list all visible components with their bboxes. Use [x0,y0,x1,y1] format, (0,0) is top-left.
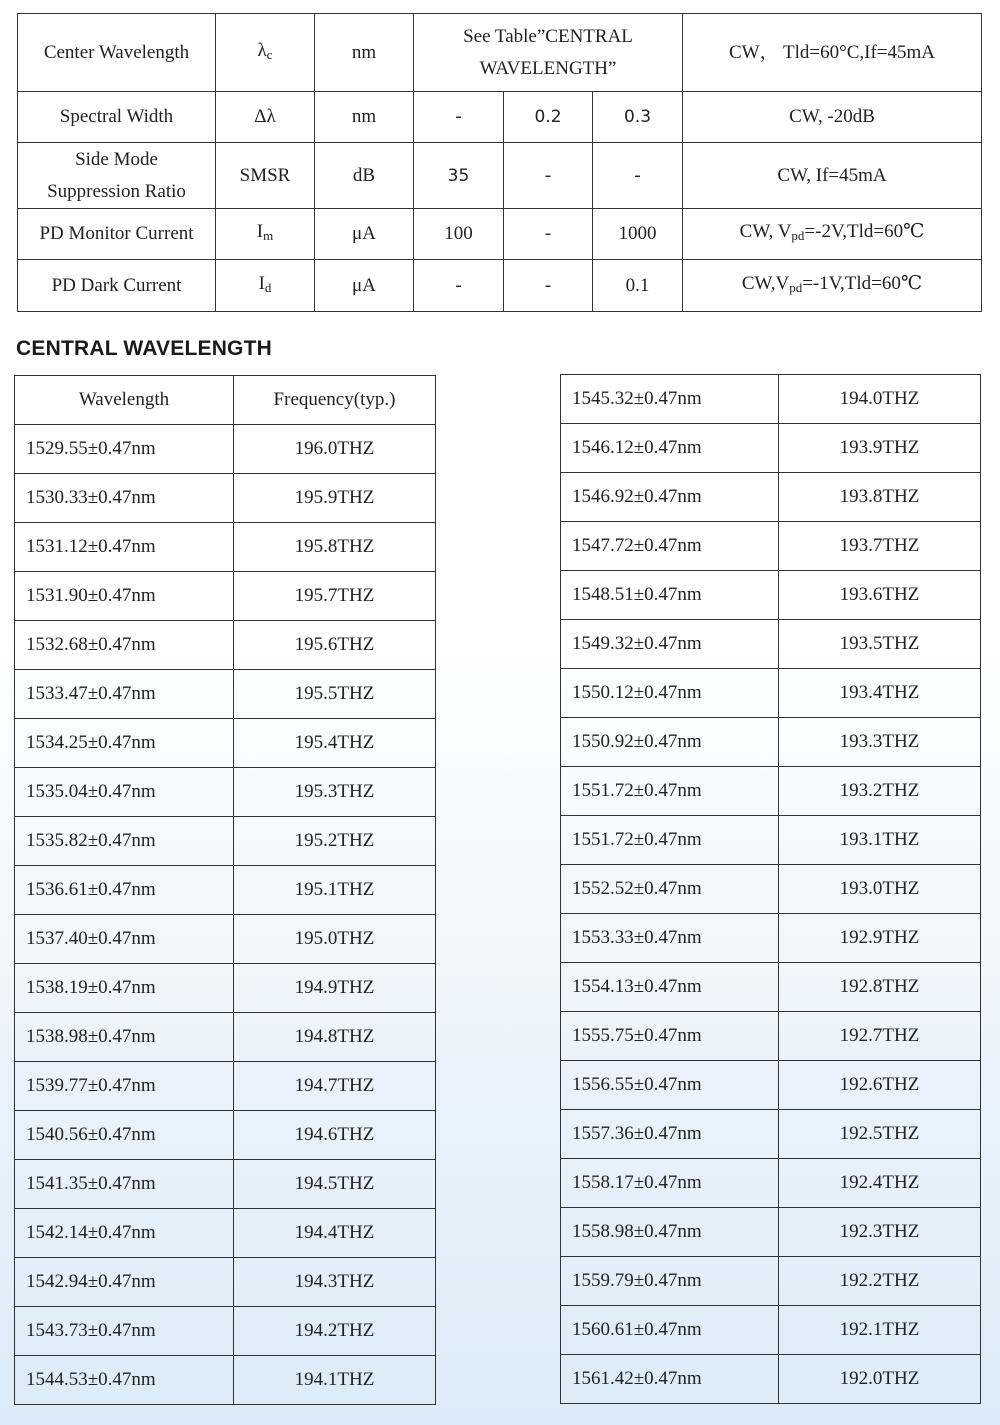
frequency-cell: 193.6THZ [779,571,981,620]
spec-symbol: Δλ [216,92,315,143]
frequency-cell: 192.3THZ [779,1208,981,1257]
wavelength-cell: 1548.51±0.47nm [561,571,779,620]
table-header-row [15,376,436,425]
frequency-cell: 195.7THZ [234,572,436,621]
frequency-cell: 195.6THZ [234,621,436,670]
wavelength-cell: 1531.90±0.47nm [15,572,234,621]
wavelength-cell: 1549.32±0.47nm [561,620,779,669]
table-row [561,669,981,718]
wavelength-cell: 1537.40±0.47nm [15,915,234,964]
table-row [561,1159,981,1208]
table-row [561,1257,981,1306]
wavelength-cell: 1550.92±0.47nm [561,718,779,767]
spec-condition: CW， Tld=60°C,If=45mA [683,14,982,92]
table-row [15,1356,436,1405]
spec-row-pd-dark-current [18,260,982,312]
wavelength-cell: 1532.68±0.47nm [15,621,234,670]
frequency-cell: 195.5THZ [234,670,436,719]
frequency-cell: 195.0THZ [234,915,436,964]
table-row [561,522,981,571]
wavelength-cell: 1536.61±0.47nm [15,866,234,915]
table-row [561,473,981,522]
wavelength-cell: 1530.33±0.47nm [15,474,234,523]
wavelength-cell: 1531.12±0.47nm [15,523,234,572]
wavelength-cell: 1533.47±0.47nm [15,670,234,719]
spec-symbol: SMSR [216,143,315,209]
spec-typ: 0.2 [504,92,593,143]
spec-row-pd-monitor-current [18,209,982,260]
wavelength-cell: 1556.55±0.47nm [561,1061,779,1110]
spec-max: - [593,143,683,209]
wavelength-cell: 1552.52±0.47nm [561,865,779,914]
table-row [15,523,436,572]
table-row [15,1111,436,1160]
frequency-cell: 193.2THZ [779,767,981,816]
wavelength-cell: 1540.56±0.47nm [15,1111,234,1160]
frequency-cell: 194.8THZ [234,1013,436,1062]
wavelength-cell: 1539.77±0.47nm [15,1062,234,1111]
table-row [15,1160,436,1209]
spec-typ: - [504,260,593,312]
table-row [561,718,981,767]
spec-param: PD Monitor Current [18,209,216,260]
spec-unit: nm [315,92,414,143]
section-title: CENTRAL WAVELENGTH [16,337,272,360]
frequency-cell: 192.2THZ [779,1257,981,1306]
wavelength-cell: 1535.82±0.47nm [15,817,234,866]
wavelength-cell: 1558.17±0.47nm [561,1159,779,1208]
header-frequency: Frequency(typ.) [234,376,436,425]
spec-param-line: Suppression Ratio [47,180,186,202]
wavelength-cell: 1555.75±0.47nm [561,1012,779,1061]
table-row [561,1012,981,1061]
wavelength-table-left [14,375,436,1405]
spec-unit: dB [315,143,414,209]
spec-typ: - [504,209,593,260]
spec-condition: CW, If=45mA [683,143,982,209]
frequency-cell: 194.5THZ [234,1160,436,1209]
wavelength-cell: 1559.79±0.47nm [561,1257,779,1306]
wavelength-cell: 1558.98±0.47nm [561,1208,779,1257]
wavelength-cell: 1561.42±0.47nm [561,1355,779,1404]
spec-param: Spectral Width [18,92,216,143]
wavelength-cell: 1553.33±0.47nm [561,914,779,963]
wavelength-table-right [560,374,981,1404]
frequency-cell: 192.6THZ [779,1061,981,1110]
frequency-cell: 193.8THZ [779,473,981,522]
frequency-cell: 192.9THZ [779,914,981,963]
table-row [15,474,436,523]
wavelength-cell: 1534.25±0.47nm [15,719,234,768]
table-row [561,424,981,473]
wavelength-cell: 1554.13±0.47nm [561,963,779,1012]
table-row [561,865,981,914]
table-row [561,620,981,669]
table-row [15,817,436,866]
table-row [15,964,436,1013]
table-row [561,1110,981,1159]
frequency-cell: 194.6THZ [234,1111,436,1160]
spec-unit: nm [315,14,414,92]
frequency-cell: 194.9THZ [234,964,436,1013]
wavelength-cell: 1546.12±0.47nm [561,424,779,473]
frequency-cell: 192.1THZ [779,1306,981,1355]
table-row [15,915,436,964]
header-wavelength: Wavelength [15,376,234,425]
frequency-cell: 193.1THZ [779,816,981,865]
frequency-cell: 195.1THZ [234,866,436,915]
wavelength-cell: 1538.19±0.47nm [15,964,234,1013]
table-row [561,816,981,865]
wavelength-cell: 1560.61±0.47nm [561,1306,779,1355]
spec-typ: - [504,143,593,209]
frequency-cell: 194.4THZ [234,1209,436,1258]
table-row [561,375,981,424]
table-row [15,572,436,621]
frequency-cell: 195.2THZ [234,817,436,866]
table-row [561,767,981,816]
spec-param [18,143,216,209]
spec-row-center-wavelength [18,14,982,92]
spec-symbol: $\lambda_c$ [216,14,315,92]
frequency-cell: 193.4THZ [779,669,981,718]
frequency-cell: 193.9THZ [779,424,981,473]
spec-param: Center Wavelength [18,14,216,92]
table-row [15,1013,436,1062]
frequency-cell: 193.7THZ [779,522,981,571]
frequency-cell: 194.3THZ [234,1258,436,1307]
wavelength-cell: 1551.72±0.47nm [561,816,779,865]
spec-symbol: $I_d$ [216,260,315,312]
frequency-cell: 193.0THZ [779,865,981,914]
table-row [561,1355,981,1404]
spec-condition: CW, $V_{pd}=-2V,Tld=60℃$ [683,209,982,260]
wavelength-cell: 1535.04±0.47nm [15,768,234,817]
table-row [561,963,981,1012]
wavelength-cell: 1546.92±0.47nm [561,473,779,522]
frequency-cell: 192.5THZ [779,1110,981,1159]
spec-min: - [414,92,504,143]
table-row [15,1209,436,1258]
spec-min: 35 [414,143,504,209]
table-row [15,670,436,719]
table-row [561,1306,981,1355]
spec-unit: μA [315,260,414,312]
wavelength-cell: 1551.72±0.47nm [561,767,779,816]
spec-row-smsr [18,143,982,209]
spec-table [17,13,982,312]
spec-param-line: Side Mode [75,148,158,170]
frequency-cell: 194.2THZ [234,1307,436,1356]
wavelength-cell: 1543.73±0.47nm [15,1307,234,1356]
spec-max: 0.1 [593,260,683,312]
frequency-cell: 194.7THZ [234,1062,436,1111]
wavelength-cell: 1542.14±0.47nm [15,1209,234,1258]
table-row [561,1208,981,1257]
table-row [561,914,981,963]
spec-condition: $CW,V_{pd}=-1V,Tld=60℃$ [683,260,982,312]
table-row [15,1307,436,1356]
frequency-cell: 192.0THZ [779,1355,981,1404]
table-row [15,1062,436,1111]
frequency-cell: 192.8THZ [779,963,981,1012]
wavelength-cell: 1538.98±0.47nm [15,1013,234,1062]
frequency-cell: 196.0THZ [234,425,436,474]
wavelength-cell: 1557.36±0.47nm [561,1110,779,1159]
spec-min: 100 [414,209,504,260]
wavelength-cell: 1542.94±0.47nm [15,1258,234,1307]
table-row [561,571,981,620]
spec-values: See Table”CENTRAL WAVELENGTH” [414,14,683,92]
spec-symbol: $I_m$ [216,209,315,260]
frequency-cell: 195.8THZ [234,523,436,572]
table-row [15,768,436,817]
table-row [561,1061,981,1110]
table-row [15,719,436,768]
spec-param: PD Dark Current [18,260,216,312]
frequency-cell: 193.5THZ [779,620,981,669]
table-row [15,621,436,670]
frequency-cell: 194.0THZ [779,375,981,424]
spec-condition: CW, -20dB [683,92,982,143]
wavelength-cell: 1545.32±0.47nm [561,375,779,424]
spec-unit: μA [315,209,414,260]
wavelength-cell: 1541.35±0.47nm [15,1160,234,1209]
frequency-cell: 194.1THZ [234,1356,436,1405]
frequency-cell: 195.9THZ [234,474,436,523]
frequency-cell: 192.7THZ [779,1012,981,1061]
frequency-cell: 195.4THZ [234,719,436,768]
table-row [15,866,436,915]
table-row [15,1258,436,1307]
wavelength-cell: 1529.55±0.47nm [15,425,234,474]
frequency-cell: 193.3THZ [779,718,981,767]
spec-min: - [414,260,504,312]
wavelength-cell: 1547.72±0.47nm [561,522,779,571]
spec-max: 0.3 [593,92,683,143]
wavelength-cell: 1550.12±0.47nm [561,669,779,718]
spec-max: 1000 [593,209,683,260]
table-row [15,425,436,474]
wavelength-cell: 1544.53±0.47nm [15,1356,234,1405]
frequency-cell: 192.4THZ [779,1159,981,1208]
frequency-cell: 195.3THZ [234,768,436,817]
spec-row-spectral-width [18,92,982,143]
